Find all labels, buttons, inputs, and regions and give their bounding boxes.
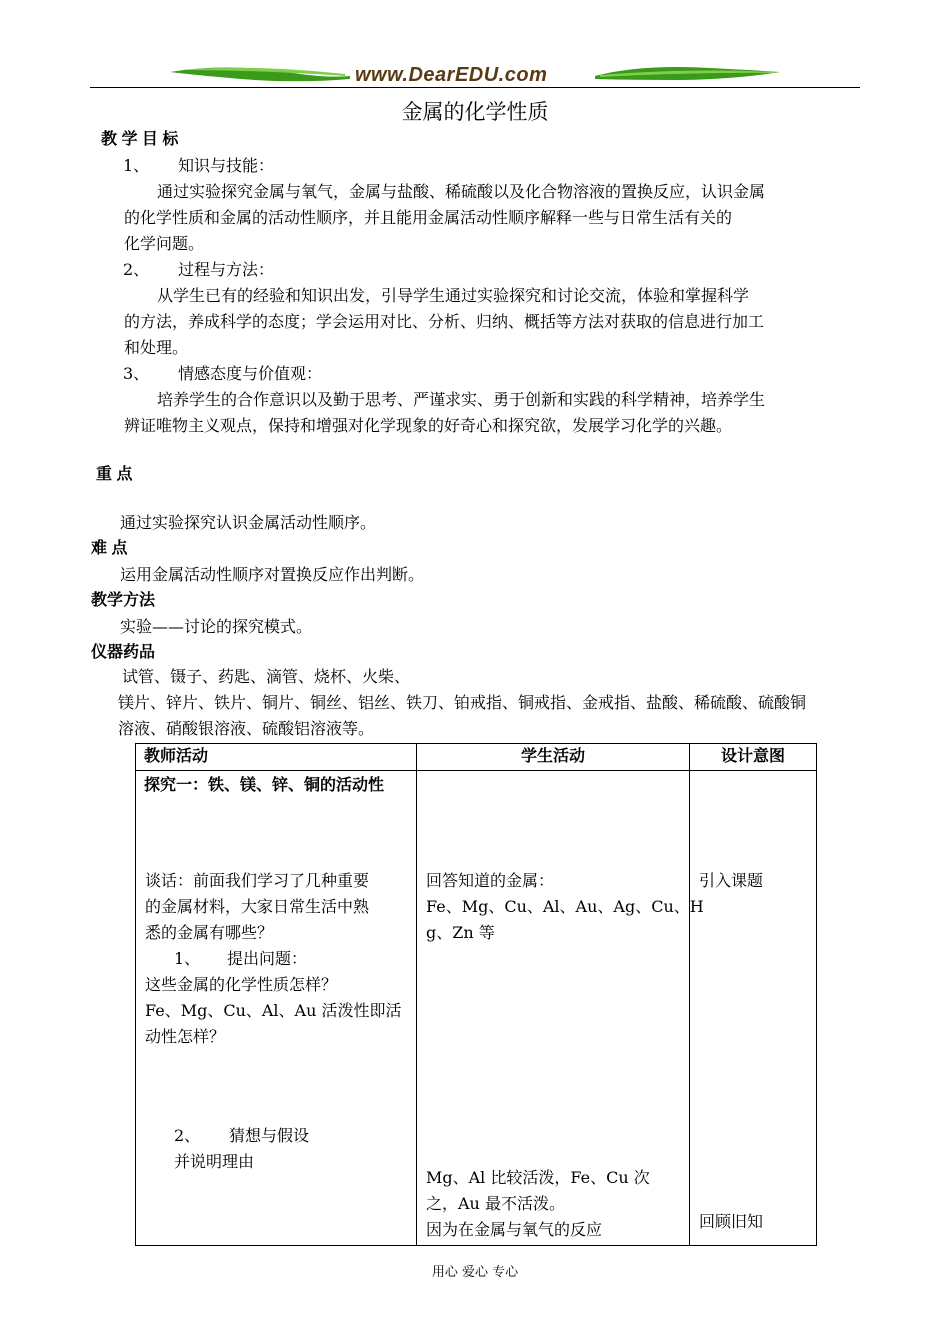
page-title: 金属的化学性质 [401,100,549,124]
materials-line: 溶液、硝酸银溶液、硫酸铝溶液等。 [118,719,375,738]
question-1-line: Fe、Mg、Cu、Al、Au 活泼性即活 [145,1001,402,1020]
objective-3-num: 3、 [123,364,150,383]
section-title: 探究一：铁、镁、锌、铜的活动性 [144,777,385,794]
method-heading: 教学方法 [91,592,156,609]
intent-cell [690,771,817,1246]
objectives-heading: 教 学 目 标 [101,131,179,148]
student-guess-line: 因为在金属与氧气的反应 [426,1220,603,1239]
table-header-teacher: 教师活动 [136,744,417,771]
objective-1-num: 1、 [123,156,150,175]
objective-2-label: 过程与方法： [178,260,275,279]
question-1-line: 动性怎样？ [145,1027,226,1046]
student-answer-line: Fe、Mg、Cu、Al、Au、Ag、Cu、H [426,897,704,916]
materials-heading: 仪器药品 [91,644,156,661]
student-guess-line: Mg、Al 比较活泼，Fe、Cu 次 [426,1168,650,1187]
materials-line: 试管、镊子、药匙、滴管、烧杯、火柴、 [122,667,411,686]
objective-2-line: 从学生已有的经验和知识出发，引导学生通过实验探究和讨论交流，体验和掌握科学 [157,286,750,305]
intent-intro: 引入课题 [699,871,764,890]
objective-1-label: 知识与技能： [178,156,275,175]
method-text: 实验——讨论的探究模式。 [120,617,313,636]
objective-1-line: 的化学性质和金属的活动性顺序，并且能用金属活动性顺序解释一些与日常生活有关的 [124,208,733,227]
table-row [136,771,817,1246]
key-point-text: 通过实验探究认识金属活动性顺序。 [120,513,377,532]
teacher-talk-line: 的金属材料，大家日常生活中熟 [145,897,370,916]
objective-2-line: 和处理。 [124,338,189,357]
difficulty-heading: 难 点 [91,540,128,557]
question-1-num: 1、 [174,949,201,968]
question-2-line: 并说明理由 [174,1152,255,1171]
difficulty-text: 运用金属活动性顺序对置换反应作出判断。 [120,565,425,584]
materials-line: 镁片、锌片、铁片、铜片、铜丝、铝丝、铁刀、铂戒指、铜戒指、金戒指、盐酸、稀硫酸、硫酸铜 [118,693,807,712]
header-rule [90,87,860,88]
page-footer: 用心 爱心 专心 [431,1265,519,1280]
objective-2-num: 2、 [123,260,150,279]
objective-3-line: 培养学生的合作意识以及勤于思考、严谨求实、勇于创新和实践的科学精神，培养学生 [157,390,766,409]
intent-review: 回顾旧知 [699,1212,764,1231]
teacher-talk-line: 谈话：前面我们学习了几种重要 [145,871,370,890]
question-2-label: 猜想与假设 [229,1126,310,1145]
teacher-cell [136,771,417,1246]
objective-3-line: 辨证唯物主义观点，保持和增强对化学现象的好奇心和探究欲，发展学习化学的兴趣。 [124,416,733,435]
student-answer-line: g、Zn 等 [426,923,495,942]
teacher-talk-line: 悉的金属有哪些？ [145,923,274,942]
question-1-label: 提出问题： [227,949,308,968]
table-header-intent: 设计意图 [690,744,817,771]
student-cell [417,771,704,1246]
table-header-student: 学生活动 [417,744,690,771]
activity-table [135,743,817,1246]
question-2-num: 2、 [174,1126,201,1145]
objective-1-line: 通过实验探究金属与氧气，金属与盐酸、稀硫酸以及化合物溶液的置换反应，认识金属 [157,182,766,201]
question-1-line: 这些金属的化学性质怎样？ [145,975,338,994]
logo-text: www.DearEDU.com [355,64,548,86]
objective-1-line: 化学问题。 [124,234,205,253]
student-answer-line: 回答知道的金属： [426,871,555,890]
key-point-heading: 重 点 [96,466,133,483]
objective-3-label: 情感态度与价值观： [178,364,323,383]
student-guess-line: 之，Au 最不活泼。 [426,1194,565,1213]
table-header-row [136,744,817,771]
objective-2-line: 的方法，养成科学的态度；学会运用对比、分析、归纳、概括等方法对获取的信息进行加工 [124,312,765,331]
